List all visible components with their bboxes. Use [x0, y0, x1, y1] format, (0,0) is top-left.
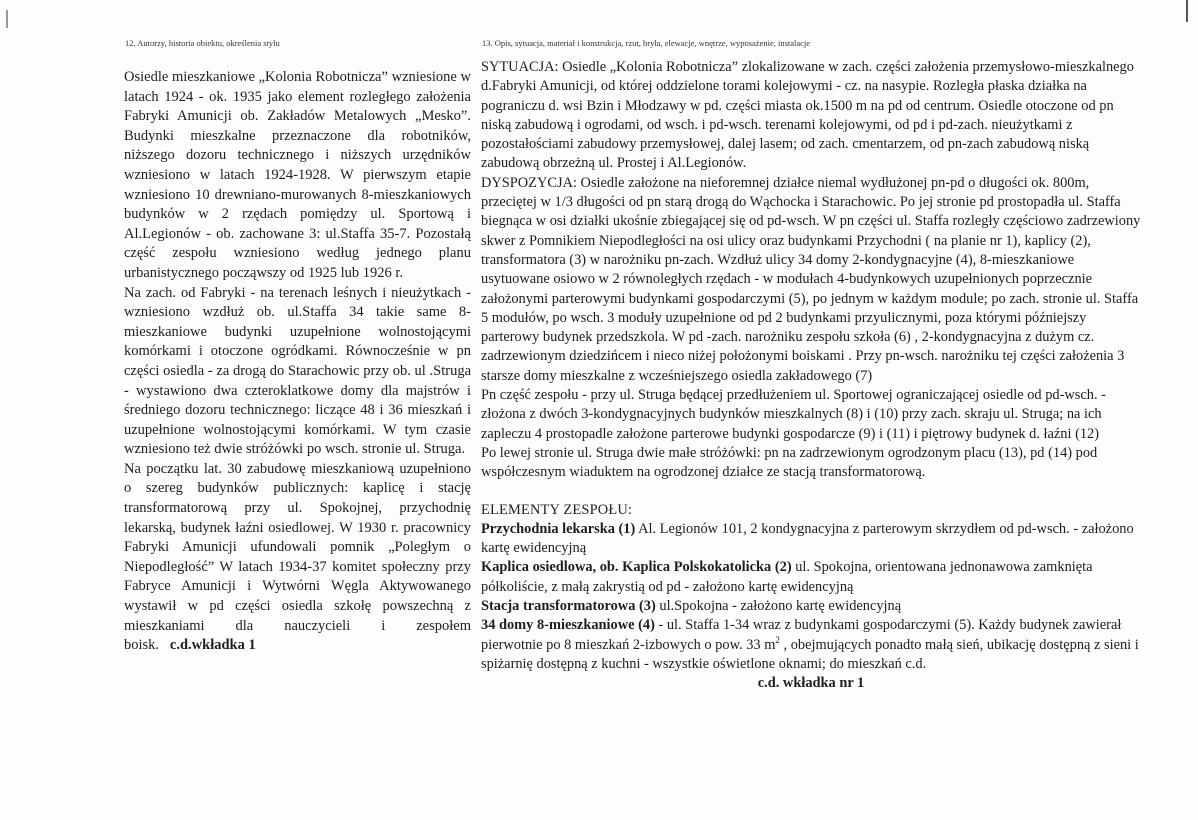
- element-item-chapel: [481, 558, 1141, 597]
- section-header-authors-history: 12. Autorzy, historia obiektu, określenia stylu: [125, 38, 280, 48]
- element-item-houses: [481, 616, 1141, 674]
- disposition-paragraph: DYSPOZYCJA: Osiedle założone na nieforemnej działce niemal wydłużonej pn-pd o długości ok. 800m, przeciętej w 1/3 długości od pn starą drogą do Wąchocka i Starachowic. Po jej stronie pd prostopadła ul. Staffa biegnąca w osi działki ukośnie zbiegającej się od pd-wsch. W pn części ul. Staffa rozległy częściowo zadrzewiony skwer z Pomnikiem Niepodległości na osi ulicy oraz budynkami Przychodni ( na planie nr 1), kaplicy (2), transformatora (3) w narożniku pn-zach. Wzdłuż ulicy 34 domy 2-kondygnacyjne (4), 8-mieszkaniowe usytuowane osiowo w 2 równoległych rzędach - w modułach 4-budynkowych uzupełnionych poprzecznie założonymi parterowymi budynkami gospodarczymi (5), po jednym w każdym module; po zach. stronie ul. Staffa 5 modułów, po wsch. 3 moduły uzupełnione od pd 2 budynkami przyulicznymi, poza którymi późniejszy parterowy budynek przedszkola. W pd -zach. narożniku zespołu szkoła (6) , 2-kondygnacyjna z dużym cz. zadrzewionym dziedzińcem i nieco niżej położonymi boiskami . Przy pn-wsch. narożniku tej części założenia 3 starsze domy mieszkalne z wcześniejszego osiedla zakładowego (7): [481, 174, 1141, 384]
- continuation-note-right: [481, 674, 1141, 693]
- scan-edge-mark-right: [1186, 0, 1188, 22]
- superscript-exponent: 2: [775, 634, 780, 645]
- north-part-paragraph: Pn część zespołu - przy ul. Struga będącej przedłużeniem ul. Sportowej ograniczającej osiedle od pd-wsch. - złożona z dwóch 3-kondygnacyjnych budynków mieszkalnych (8) i (10) przy zach. skraju ul. Struga; na ich zapleczu 4 prostopadle założone parterowe budynki gospodarcze (9) i (11) i piętrowy budynek d. łaźni (12): [481, 387, 1106, 442]
- element-title: 34 domy 8-mieszkaniowe (4): [481, 617, 655, 634]
- element-text: ul. Spokojna, orientowana jednonawowa zamknięta półkoliście, z małą zakrystią od pd - założono kartę ewidencyjną: [481, 559, 1093, 595]
- element-title: Stacja transformatorowa (3): [481, 598, 656, 615]
- continuation-note-right-text: c.d. wkładka nr 1: [757, 675, 865, 692]
- history-paragraph-1: Osiedle mieszkaniowe „Kolonia Robotnicza” wzniesione w latach 1924 - ok. 1935 jako element rozległego założenia Fabryki Amunicji ob. Zakładów Metalowych „Mesko”. Budynki mieszkalne przeznaczone dla robotników, niższego dozoru technicznego i niższych urzędników wzniesiono w latach 1924-1928. W pierwszym etapie wzniesiono 10 drewniano-murowanych 8-mieszkaniowych budynków w 2 rzędach pomiędzy ul. Sportową i Al.Legionów - ob. zachowane 3: ul.Staffa 35-7. Pozostałą część zespołu wzniesiono według jednego planu urbanistycznego począwszy od 1925 lub 1926 r.: [124, 69, 471, 281]
- element-text: - ul. Staffa 1-34 wraz z budynkami gospodarczymi (5). Każdy budynek zawierał pierwotnie po 8 mieszkań 2-izbowych o pow. 33 m: [481, 617, 1122, 653]
- element-text: Al. Legionów 101, 2 kondygnacyjna z parterowym skrzydłem od pd-wsch. - założono kartę ewidencyjną: [481, 520, 1134, 557]
- situation-paragraph: SYTUACJA: Osiedle „Kolonia Robotnicza” zlokalizowane w zach. części założenia przemysłowo-mieszkalnego d.Fabryki Amunicji, od której oddzielone torami kolejowymi - cz. na nasypie. Rozległa płaska działka na pograniczu d. wsi Bzin i Młodzawy w pd. części miasta ok.1500 m na pd od centrum. Osiedle otoczone od pn niską zabudową i ogrodami, od wsch. i pd-wsch. terenami kolejowymi, od pd i pd-zach. nieużytkami z pozostałościami zabudowy przemysłowej, dalej lasem; od zach. cmentarzem, od pn-zach zabudową niską zabudową obrzeżną ul. Prostej i Al.Legionów.: [481, 59, 1134, 172]
- element-title: Przychodnia lekarska (1): [481, 520, 636, 537]
- element-title: Kaplica osiedlowa, ob. Kaplica Polskokatolicka (2): [481, 559, 792, 576]
- history-paragraph-3: [124, 460, 471, 656]
- scan-edge-mark-left: [6, 10, 8, 28]
- gatehouses-paragraph: Po lewej stronie ul. Struga dwie małe stróżówki: pn na zadrzewionym ogrodzonym placu (13), pd (14) pod współczesnym wiaduktem na ogrodzonej działce ze stacją transformatorową.: [481, 444, 1098, 481]
- element-text-continued: , obejmujących ponadto małą sień, ubikację dostępną z sieni i spiżarnię dostępną z kuchni - wszystkie oświetlone oknami; do mieszkań c.d.: [481, 636, 1139, 672]
- history-column: [124, 68, 471, 656]
- description-column: [481, 58, 1141, 694]
- element-item-clinic: [481, 520, 1141, 559]
- elements-heading: ELEMENTY ZESPOŁU:: [481, 501, 633, 518]
- history-paragraph-2: Na zach. od Fabryki - na terenach leśnych i nieużytkach - wzniesiono wzdłuż ob. ul.Staffa 34 takie same 8-mieszkaniowe budynki uzupełnione wolnostojącymi komórkami i otoczone ogródkami. Równocześnie w pn części osiedla - za drogą do Starachowic przy ob. ul .Struga - wystawiono dwa czteroklatkowe domy dla majstrów i średniego dozoru technicznego: liczące 48 i 36 mieszkań i uzupełnione wolnostojącymi komórkami. W tym czasie wzniesiono też dwie stróżówki po wsch. stronie ul. Struga.: [124, 284, 471, 458]
- section-spacer: [481, 483, 1141, 501]
- section-header-description: 13. Opis, sytuacja, materiał i konstrukcja, rzut, bryła, elewacje, wnętrze, wyposażenie, instalacje: [482, 38, 811, 48]
- element-item-transformer: [481, 597, 1141, 616]
- history-paragraph-3-text: Na początku lat. 30 zabudowę mieszkaniową uzupełniono o szereg budynków publicznych: kaplicę i stację transformatorową przy ul. Spokojnej, przychodnię lekarską, budynek łaźni osiedlowej. W 1930 r. pracownicy Fabryki Amunicji ufundowali pomnik „Poległym o Niepodległość” W latach 1934-37 komitet społeczny przy Fabryce Amunicji i Wytwórni Węgla Aktywowanego wystawił w pd części osiedla szkołę powszechną z mieszkaniami dla nauczycieli i zespołem boisk.: [124, 460, 471, 654]
- element-text: ul.Spokojna - założono kartę ewidencyjną: [655, 598, 902, 615]
- continuation-note-left: c.d.wkładka 1: [169, 637, 256, 654]
